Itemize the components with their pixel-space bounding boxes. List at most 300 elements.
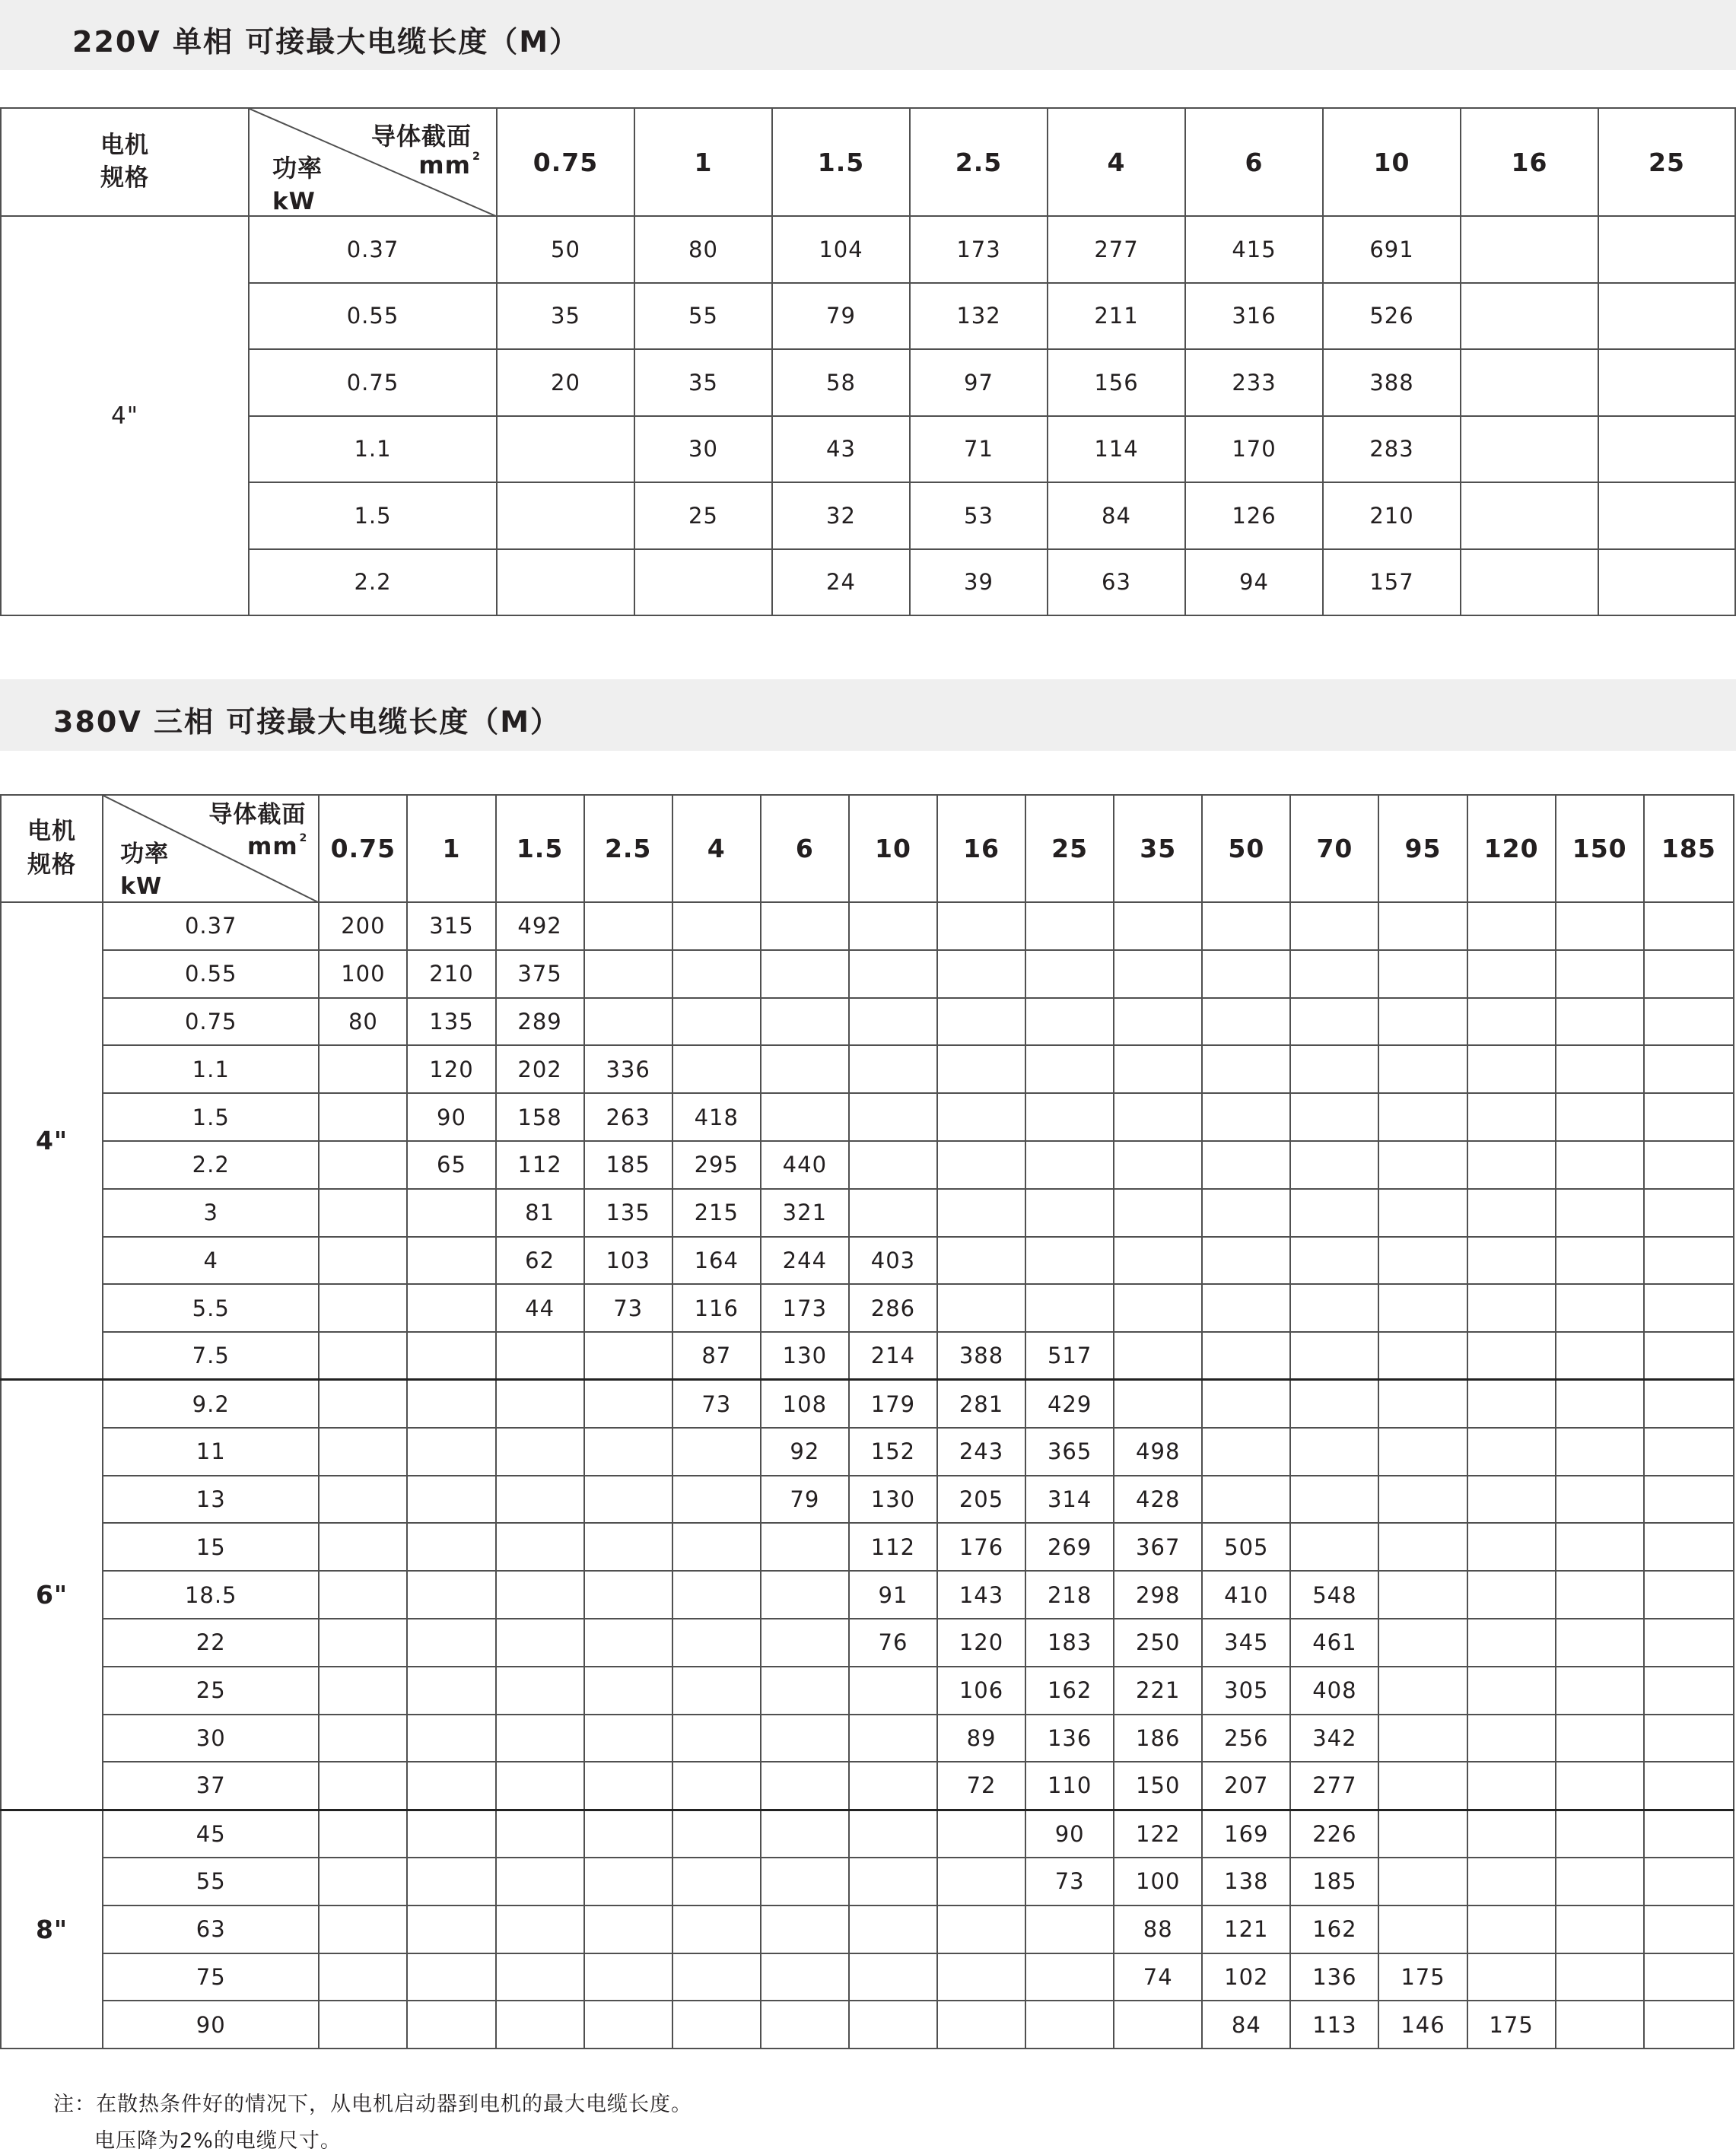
length-cell	[1461, 283, 1598, 350]
length-cell: 112	[496, 1141, 584, 1189]
length-cell	[319, 1810, 407, 1858]
length-cell	[1556, 1667, 1644, 1715]
length-cell: 91	[849, 1571, 937, 1619]
length-cell: 121	[1202, 1905, 1290, 1953]
length-cell	[1467, 1332, 1556, 1380]
length-cell: 277	[1048, 216, 1185, 283]
power-cell: 1.1	[249, 416, 497, 483]
length-cell: 81	[496, 1189, 584, 1237]
length-cell	[1644, 1141, 1734, 1189]
length-cell	[407, 1428, 495, 1476]
length-cell	[1598, 416, 1735, 483]
length-cell: 24	[772, 549, 910, 616]
length-cell: 428	[1114, 1476, 1202, 1524]
length-cell: 281	[937, 1380, 1025, 1428]
length-cell: 336	[584, 1045, 672, 1093]
length-cell: 79	[772, 283, 910, 350]
length-cell: 103	[584, 1237, 672, 1285]
length-cell: 120	[407, 1045, 495, 1093]
length-cell	[496, 1667, 584, 1715]
table-row	[1, 416, 1735, 483]
length-cell	[849, 1045, 937, 1093]
length-cell: 403	[849, 1237, 937, 1285]
length-cell	[584, 2001, 672, 2049]
section-header-380v	[0, 679, 1736, 751]
length-cell: 169	[1202, 1810, 1290, 1858]
length-cell: 130	[761, 1332, 849, 1380]
unit-text: mm	[418, 151, 471, 180]
power-unit-label: kW	[272, 188, 316, 215]
length-cell: 72	[937, 1762, 1025, 1810]
column-header-size: 6	[1185, 108, 1323, 216]
length-cell: 233	[1185, 349, 1323, 416]
length-cell: 100	[1114, 1858, 1202, 1905]
unit-superscript: 2	[472, 151, 481, 163]
length-cell	[1467, 1810, 1556, 1858]
length-cell: 517	[1025, 1332, 1114, 1380]
diagonal-header-cell	[103, 795, 319, 902]
length-cell	[1461, 349, 1598, 416]
length-cell	[407, 1189, 495, 1237]
power-cell: 1.5	[249, 482, 497, 549]
length-cell	[407, 1284, 495, 1332]
length-cell	[1025, 1045, 1114, 1093]
length-cell	[672, 2001, 761, 2049]
length-cell	[1378, 1810, 1467, 1858]
length-cell: 84	[1048, 482, 1185, 549]
length-cell: 76	[849, 1619, 937, 1667]
length-cell	[1290, 1380, 1378, 1428]
length-cell	[584, 1953, 672, 2001]
length-cell	[1461, 216, 1598, 283]
length-cell	[1644, 1093, 1734, 1141]
length-cell	[1467, 1045, 1556, 1093]
length-cell: 175	[1378, 1953, 1467, 2001]
table-row	[1, 2001, 1734, 2049]
length-cell: 429	[1025, 1380, 1114, 1428]
length-cell	[1556, 1858, 1644, 1905]
length-cell	[1556, 1953, 1644, 2001]
length-cell	[1556, 1045, 1644, 1093]
length-cell: 25	[634, 482, 772, 549]
motor-spec-header	[1, 795, 103, 902]
length-cell	[849, 1953, 937, 2001]
length-cell	[1202, 1093, 1290, 1141]
column-header-size: 2.5	[584, 795, 672, 902]
length-cell	[1378, 1571, 1467, 1619]
length-cell	[497, 549, 634, 616]
length-cell	[937, 1858, 1025, 1905]
length-cell	[1378, 1093, 1467, 1141]
length-cell	[1114, 1380, 1202, 1428]
length-cell	[1378, 1619, 1467, 1667]
length-cell	[1378, 950, 1467, 998]
table-row	[1, 482, 1735, 549]
power-cell: 25	[103, 1667, 319, 1715]
conductor-label: 导体截面	[370, 122, 472, 151]
motor-spec-cell: 4"	[1, 902, 103, 1380]
table-row	[1, 1380, 1734, 1428]
column-header-size: 1	[634, 108, 772, 216]
length-cell	[1644, 1810, 1734, 1858]
length-cell	[1025, 1905, 1114, 1953]
length-cell: 71	[910, 416, 1048, 483]
length-cell	[1114, 2001, 1202, 2049]
column-header-size: 16	[1461, 108, 1598, 216]
table-row	[1, 1428, 1734, 1476]
column-header-size: 4	[1048, 108, 1185, 216]
length-cell	[1025, 902, 1114, 950]
length-cell	[1644, 1523, 1734, 1571]
length-cell	[496, 1476, 584, 1524]
cable-length-table-380v	[0, 794, 1734, 2049]
power-cell: 0.75	[249, 349, 497, 416]
length-cell	[1202, 998, 1290, 1046]
power-cell: 15	[103, 1523, 319, 1571]
length-cell	[1114, 1284, 1202, 1332]
length-cell: 316	[1185, 283, 1323, 350]
length-cell	[584, 1476, 672, 1524]
length-cell	[584, 1428, 672, 1476]
length-cell	[407, 1953, 495, 2001]
motor-spec-line2: 规格	[27, 850, 77, 879]
table-row	[1, 1476, 1734, 1524]
length-cell	[672, 1523, 761, 1571]
length-cell	[1556, 902, 1644, 950]
power-cell: 55	[103, 1858, 319, 1905]
length-cell: 152	[849, 1428, 937, 1476]
length-cell	[1644, 1428, 1734, 1476]
power-cell: 45	[103, 1810, 319, 1858]
length-cell	[1290, 950, 1378, 998]
length-cell: 146	[1378, 2001, 1467, 2049]
length-cell: 122	[1114, 1810, 1202, 1858]
length-cell	[1467, 1380, 1556, 1428]
length-cell	[319, 1523, 407, 1571]
length-cell	[496, 1715, 584, 1762]
length-cell: 215	[672, 1189, 761, 1237]
length-cell: 183	[1025, 1619, 1114, 1667]
power-label: 功率	[120, 841, 170, 868]
length-cell	[1556, 998, 1644, 1046]
length-cell	[584, 1667, 672, 1715]
length-cell	[672, 1905, 761, 1953]
length-cell: 80	[634, 216, 772, 283]
length-cell	[1556, 1284, 1644, 1332]
length-cell	[407, 1237, 495, 1285]
unit-text: mm	[247, 833, 298, 860]
table-row	[1, 1667, 1734, 1715]
length-cell: 244	[761, 1237, 849, 1285]
length-cell	[937, 902, 1025, 950]
length-cell	[1556, 2001, 1644, 2049]
length-cell	[672, 1953, 761, 2001]
length-cell	[407, 1667, 495, 1715]
length-cell	[1202, 1237, 1290, 1285]
length-cell: 226	[1290, 1810, 1378, 1858]
length-cell	[761, 998, 849, 1046]
table-row	[1, 549, 1735, 616]
length-cell	[849, 1189, 937, 1237]
length-cell	[1290, 1189, 1378, 1237]
column-header-size: 1.5	[496, 795, 584, 902]
length-cell: 79	[761, 1476, 849, 1524]
length-cell	[672, 1858, 761, 1905]
column-header-size: 120	[1467, 795, 1556, 902]
column-header-size: 10	[849, 795, 937, 902]
length-cell: 388	[937, 1332, 1025, 1380]
length-cell: 92	[761, 1428, 849, 1476]
power-cell: 11	[103, 1428, 319, 1476]
power-cell: 2.2	[103, 1141, 319, 1189]
unit-superscript: 2	[299, 832, 308, 844]
length-cell	[672, 1476, 761, 1524]
column-header-size: 2.5	[910, 108, 1048, 216]
length-cell	[1467, 902, 1556, 950]
table-row	[1, 1189, 1734, 1237]
length-cell	[319, 1715, 407, 1762]
length-cell	[319, 1045, 407, 1093]
length-cell	[407, 1523, 495, 1571]
length-cell	[1467, 1141, 1556, 1189]
length-cell: 492	[496, 902, 584, 950]
length-cell: 89	[937, 1715, 1025, 1762]
length-cell	[1644, 1189, 1734, 1237]
length-cell	[761, 2001, 849, 2049]
length-cell: 408	[1290, 1667, 1378, 1715]
length-cell	[761, 1715, 849, 1762]
power-cell: 4	[103, 1237, 319, 1285]
length-cell	[584, 1332, 672, 1380]
length-cell	[1202, 1284, 1290, 1332]
length-cell: 548	[1290, 1571, 1378, 1619]
length-cell	[761, 1858, 849, 1905]
length-cell	[1290, 1093, 1378, 1141]
length-cell	[1644, 1667, 1734, 1715]
length-cell: 418	[672, 1093, 761, 1141]
length-cell	[1378, 902, 1467, 950]
length-cell	[407, 1715, 495, 1762]
table-row	[1, 349, 1735, 416]
length-cell	[761, 1619, 849, 1667]
length-cell	[1378, 1523, 1467, 1571]
length-cell	[672, 1428, 761, 1476]
length-cell	[761, 1571, 849, 1619]
power-cell: 5.5	[103, 1284, 319, 1332]
length-cell: 94	[1185, 549, 1323, 616]
length-cell: 185	[1290, 1858, 1378, 1905]
length-cell	[937, 1237, 1025, 1285]
length-cell	[1378, 1858, 1467, 1905]
length-cell	[496, 1523, 584, 1571]
column-header-size: 70	[1290, 795, 1378, 902]
length-cell	[761, 1810, 849, 1858]
length-cell	[1467, 1571, 1556, 1619]
length-cell	[584, 950, 672, 998]
length-cell: 58	[772, 349, 910, 416]
length-cell	[761, 1667, 849, 1715]
length-cell	[1556, 1571, 1644, 1619]
length-cell: 162	[1290, 1905, 1378, 1953]
length-cell: 135	[407, 998, 495, 1046]
length-cell	[496, 1571, 584, 1619]
length-cell	[849, 1667, 937, 1715]
footnote-line-2: 电压降为2%的电缆尺寸。	[94, 2129, 342, 2153]
length-cell	[1598, 482, 1735, 549]
length-cell	[1467, 998, 1556, 1046]
length-cell: 53	[910, 482, 1048, 549]
length-cell: 39	[910, 549, 1048, 616]
length-cell	[319, 1428, 407, 1476]
length-cell	[1467, 1237, 1556, 1285]
table-row	[1, 1571, 1734, 1619]
length-cell	[1114, 1093, 1202, 1141]
motor-spec-cell: 8"	[1, 1810, 103, 2049]
length-cell	[1202, 1428, 1290, 1476]
length-cell	[1556, 1189, 1644, 1237]
length-cell	[1202, 1476, 1290, 1524]
length-cell: 205	[937, 1476, 1025, 1524]
length-cell	[761, 1953, 849, 2001]
length-cell: 136	[1025, 1715, 1114, 1762]
length-cell	[319, 1093, 407, 1141]
length-cell	[937, 1953, 1025, 2001]
length-cell	[584, 998, 672, 1046]
length-cell	[1290, 1045, 1378, 1093]
length-cell: 186	[1114, 1715, 1202, 1762]
length-cell: 30	[634, 416, 772, 483]
length-cell	[1461, 416, 1598, 483]
length-cell	[937, 950, 1025, 998]
length-cell	[1556, 1523, 1644, 1571]
length-cell: 286	[849, 1284, 937, 1332]
power-cell: 13	[103, 1476, 319, 1524]
length-cell	[1290, 902, 1378, 950]
length-cell	[672, 1667, 761, 1715]
length-cell: 108	[761, 1380, 849, 1428]
length-cell	[584, 1858, 672, 1905]
table-row	[1, 950, 1734, 998]
length-cell	[1461, 549, 1598, 616]
unit-label	[247, 832, 308, 860]
table-row	[1, 1045, 1734, 1093]
length-cell: 102	[1202, 1953, 1290, 2001]
length-cell	[1467, 950, 1556, 998]
length-cell	[1202, 1141, 1290, 1189]
length-cell	[1378, 1045, 1467, 1093]
length-cell	[1202, 1332, 1290, 1380]
length-cell: 50	[497, 216, 634, 283]
motor-spec-line1: 电机	[27, 818, 77, 846]
length-cell: 116	[672, 1284, 761, 1332]
length-cell	[1644, 1619, 1734, 1667]
length-cell	[1467, 1619, 1556, 1667]
length-cell	[1644, 902, 1734, 950]
length-cell	[1290, 1141, 1378, 1189]
length-cell	[1202, 950, 1290, 998]
length-cell	[407, 2001, 495, 2049]
length-cell	[1467, 1762, 1556, 1810]
length-cell	[1114, 1237, 1202, 1285]
length-cell	[1290, 1237, 1378, 1285]
length-cell	[1378, 1476, 1467, 1524]
length-cell	[1378, 1762, 1467, 1810]
length-cell: 210	[407, 950, 495, 998]
length-cell	[672, 1810, 761, 1858]
length-cell: 314	[1025, 1476, 1114, 1524]
length-cell	[1644, 1237, 1734, 1285]
power-unit-label: kW	[120, 873, 163, 900]
power-cell: 0.37	[103, 902, 319, 950]
length-cell: 65	[407, 1141, 495, 1189]
length-cell	[634, 549, 772, 616]
length-cell	[584, 1571, 672, 1619]
length-cell	[849, 1762, 937, 1810]
length-cell	[937, 1093, 1025, 1141]
length-cell	[1025, 1189, 1114, 1237]
length-cell: 256	[1202, 1715, 1290, 1762]
length-cell: 283	[1323, 416, 1461, 483]
length-cell	[584, 1380, 672, 1428]
length-cell	[1598, 216, 1735, 283]
length-cell: 156	[1048, 349, 1185, 416]
length-cell	[1556, 950, 1644, 998]
length-cell	[1378, 1905, 1467, 1953]
length-cell: 365	[1025, 1428, 1114, 1476]
length-cell	[1114, 1332, 1202, 1380]
length-cell	[937, 1141, 1025, 1189]
length-cell	[1202, 902, 1290, 950]
length-cell: 90	[407, 1093, 495, 1141]
length-cell: 221	[1114, 1667, 1202, 1715]
power-cell: 1.1	[103, 1045, 319, 1093]
table-row	[1, 1858, 1734, 1905]
table-row	[1, 902, 1734, 950]
length-cell: 315	[407, 902, 495, 950]
length-cell	[497, 482, 634, 549]
length-cell	[1378, 1715, 1467, 1762]
length-cell: 130	[849, 1476, 937, 1524]
table-row	[1, 1619, 1734, 1667]
header-row	[1, 795, 1734, 902]
length-cell	[849, 1810, 937, 1858]
length-cell	[1202, 1380, 1290, 1428]
motor-spec-cell: 4"	[1, 216, 249, 615]
length-cell	[584, 1715, 672, 1762]
length-cell	[1467, 1523, 1556, 1571]
length-cell	[1644, 1332, 1734, 1380]
length-cell	[1467, 1715, 1556, 1762]
column-header-size: 0.75	[319, 795, 407, 902]
column-header-size: 185	[1644, 795, 1734, 902]
length-cell	[1467, 1953, 1556, 2001]
table-row	[1, 1093, 1734, 1141]
length-cell	[1025, 1284, 1114, 1332]
length-cell	[319, 1571, 407, 1619]
table-row	[1, 1284, 1734, 1332]
length-cell	[672, 1045, 761, 1093]
length-cell: 87	[672, 1332, 761, 1380]
table-row	[1, 1953, 1734, 2001]
power-cell: 37	[103, 1762, 319, 1810]
length-cell	[672, 1762, 761, 1810]
length-cell	[496, 1762, 584, 1810]
length-cell	[1114, 950, 1202, 998]
length-cell	[937, 1905, 1025, 1953]
length-cell	[1290, 1523, 1378, 1571]
column-header-size: 35	[1114, 795, 1202, 902]
length-cell	[1290, 1284, 1378, 1332]
